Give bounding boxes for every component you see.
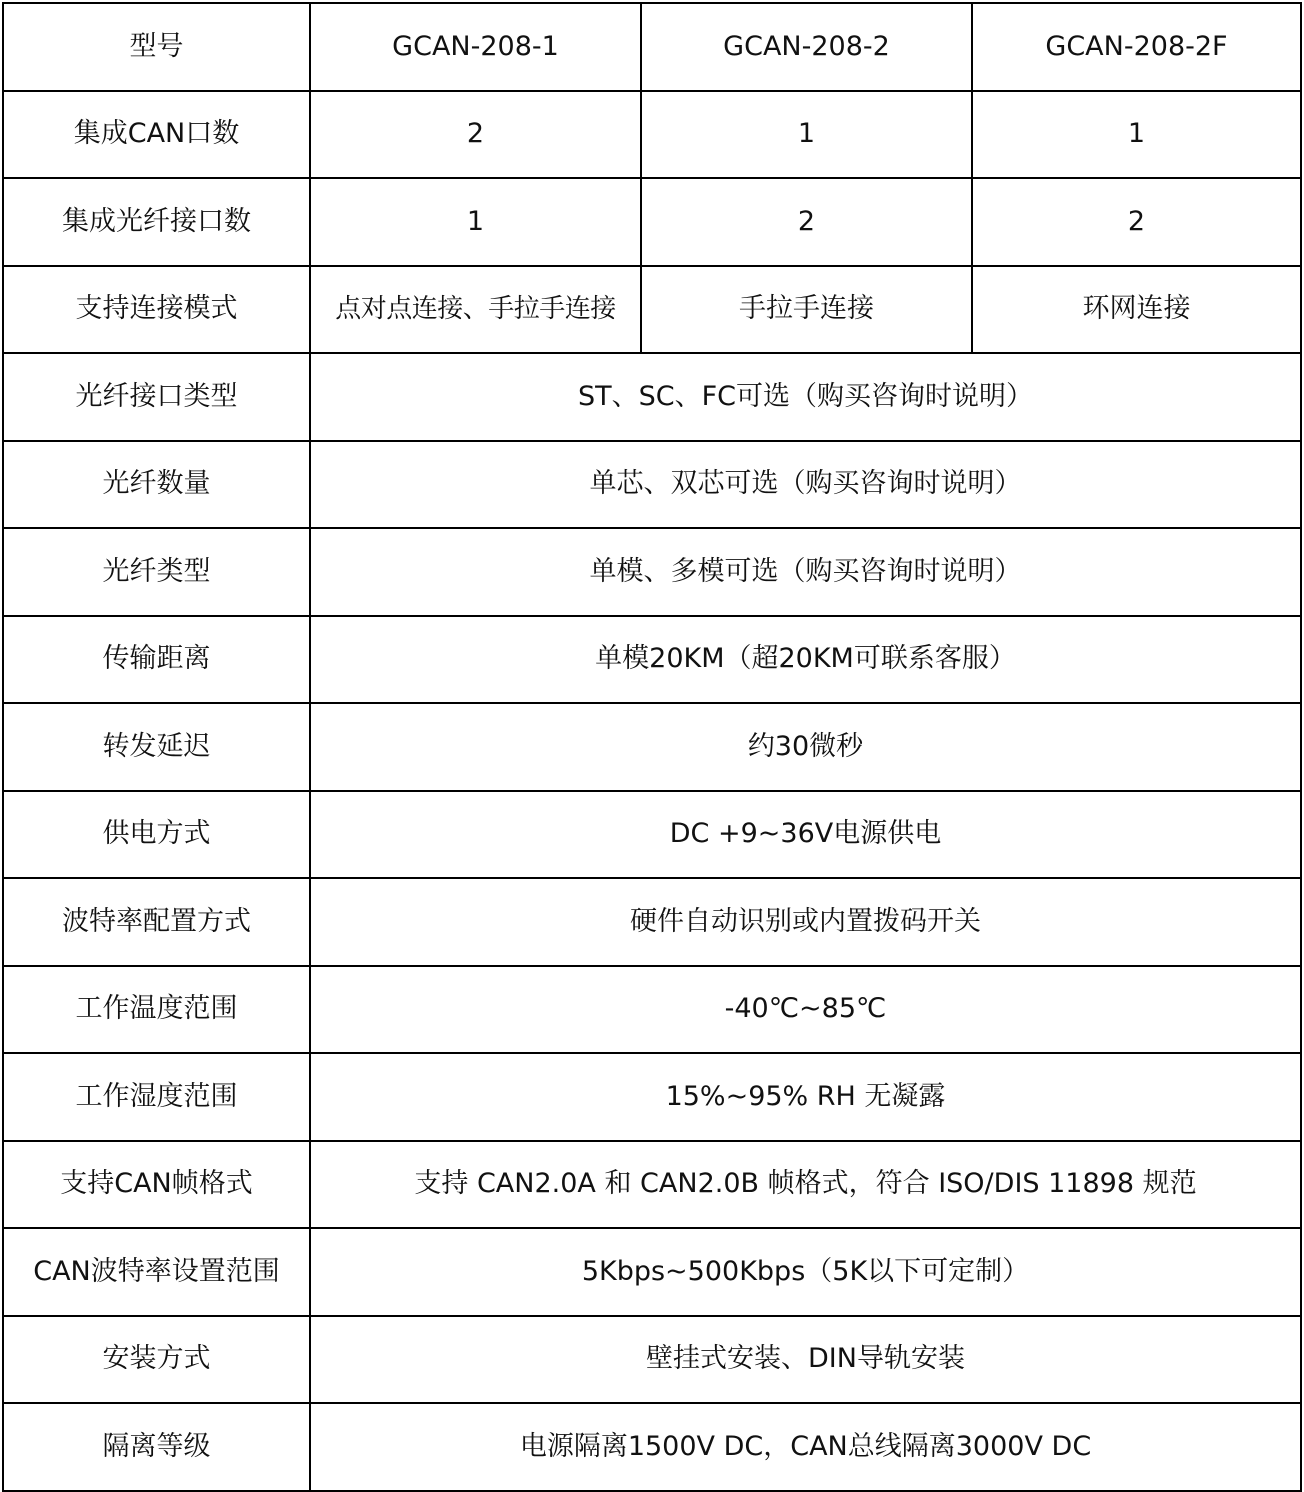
table-row [3, 178, 1301, 266]
row-value: 5Kbps~500Kbps（5K以下可定制） [310, 1228, 1301, 1316]
model-header-cell: GCAN-208-1 [310, 3, 641, 91]
row-value: 15%~95% RH 无凝露 [310, 1053, 1301, 1141]
row-value: 1 [641, 91, 972, 179]
row-value: 单芯、双芯可选（购买咨询时说明） [310, 441, 1301, 529]
row-label: 传输距离 [3, 616, 310, 704]
table-row [3, 616, 1301, 704]
row-value: 环网连接 [972, 266, 1301, 354]
table-row [3, 703, 1301, 791]
table-row [3, 1316, 1301, 1404]
row-value: 2 [972, 178, 1301, 266]
row-value: 1 [310, 178, 641, 266]
row-label: 光纤数量 [3, 441, 310, 529]
row-value: 2 [641, 178, 972, 266]
row-value: 约30微秒 [310, 703, 1301, 791]
row-value: 单模、多模可选（购买咨询时说明） [310, 528, 1301, 616]
table-row [3, 91, 1301, 179]
row-value: DC +9~36V电源供电 [310, 791, 1301, 879]
row-label: 光纤类型 [3, 528, 310, 616]
table-row [3, 966, 1301, 1054]
row-value: 点对点连接、手拉手连接 [310, 266, 641, 354]
row-label: 转发延迟 [3, 703, 310, 791]
row-value: 电源隔离1500V DC，CAN总线隔离3000V DC [310, 1403, 1301, 1491]
row-value: 单模20KM（超20KM可联系客服） [310, 616, 1301, 704]
row-label: 支持CAN帧格式 [3, 1141, 310, 1229]
table-row [3, 1141, 1301, 1229]
table-row [3, 528, 1301, 616]
row-label: 集成光纤接口数 [3, 178, 310, 266]
row-value: 硬件自动识别或内置拨码开关 [310, 878, 1301, 966]
row-label: 工作温度范围 [3, 966, 310, 1054]
row-value: 手拉手连接 [641, 266, 972, 354]
row-value: 壁挂式安装、DIN导轨安装 [310, 1316, 1301, 1404]
table-row [3, 1403, 1301, 1491]
header-row [3, 3, 1301, 91]
row-value: 1 [972, 91, 1301, 179]
table-row [3, 441, 1301, 529]
header-label-cell: 型号 [3, 3, 310, 91]
row-value: ST、SC、FC可选（购买咨询时说明） [310, 353, 1301, 441]
row-label: CAN波特率设置范围 [3, 1228, 310, 1316]
table-row [3, 1228, 1301, 1316]
row-value: 2 [310, 91, 641, 179]
row-label: 工作湿度范围 [3, 1053, 310, 1141]
row-label: 供电方式 [3, 791, 310, 879]
row-label: 光纤接口类型 [3, 353, 310, 441]
table-row [3, 791, 1301, 879]
table-row [3, 1053, 1301, 1141]
model-header-cell: GCAN-208-2 [641, 3, 972, 91]
row-value: -40℃~85℃ [310, 966, 1301, 1054]
table-row [3, 266, 1301, 354]
table-row [3, 353, 1301, 441]
row-value: 支持 CAN2.0A 和 CAN2.0B 帧格式，符合 ISO/DIS 11898 规范 [310, 1141, 1301, 1229]
model-header-cell: GCAN-208-2F [972, 3, 1301, 91]
row-label: 支持连接模式 [3, 266, 310, 354]
row-label: 波特率配置方式 [3, 878, 310, 966]
row-label: 安装方式 [3, 1316, 310, 1404]
table-row [3, 878, 1301, 966]
spec-table [2, 2, 1302, 1492]
row-label: 隔离等级 [3, 1403, 310, 1491]
row-label: 集成CAN口数 [3, 91, 310, 179]
